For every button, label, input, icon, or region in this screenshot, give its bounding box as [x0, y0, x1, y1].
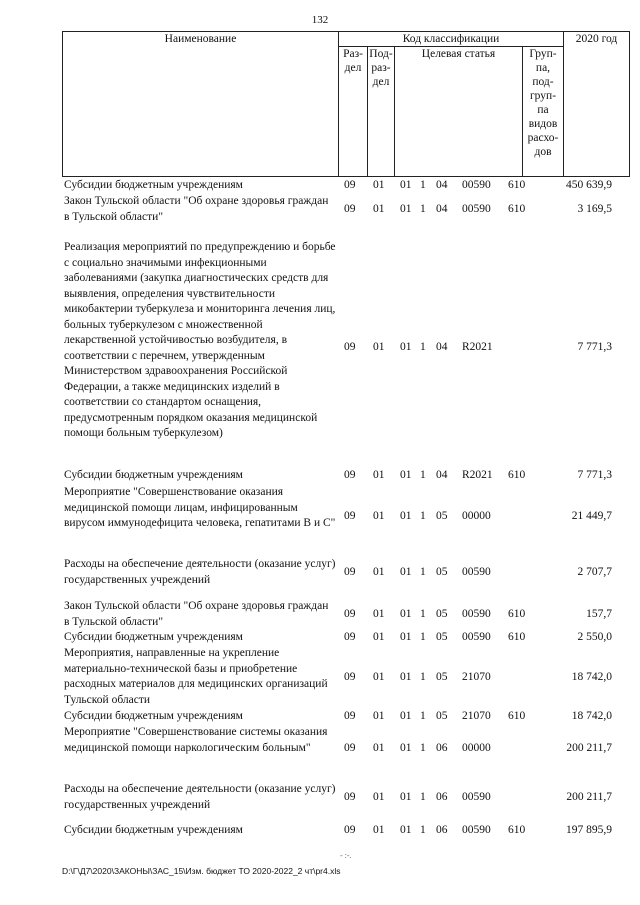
row-podrazdel: 01: [373, 341, 385, 353]
row-name: Мероприятие "Совершенствование системы оказания медицинской помощи наркологическим больным": [64, 726, 328, 754]
header-year: 2020 год: [564, 32, 630, 177]
row-name: Субсидии бюджетным учреждениям: [64, 631, 243, 643]
row-code3: 06: [436, 824, 448, 836]
row-name: Субсидии бюджетным учреждениям: [64, 824, 243, 836]
row-podrazdel: 01: [373, 179, 385, 191]
row-code2: 1: [420, 631, 426, 643]
row-code2: 1: [420, 710, 426, 722]
row-name: Субсидии бюджетным учреждениям: [64, 710, 243, 722]
row-amount: 2 707,7: [577, 566, 612, 578]
row-code4: 00000: [462, 510, 491, 522]
header-target: Целевая статья: [395, 47, 523, 177]
header-group: Груп- па, под- груп- па видов расхо- дов: [523, 47, 564, 177]
row-code1: 01: [400, 742, 412, 754]
row-code1: 01: [400, 510, 412, 522]
row-razdel: 09: [344, 742, 356, 754]
row-podrazdel: 01: [373, 710, 385, 722]
row-code1: 01: [400, 671, 412, 683]
row-vr: 610: [508, 179, 526, 191]
row-code3: 06: [436, 791, 448, 803]
row-code4: 00590: [462, 203, 491, 215]
row-code2: 1: [420, 469, 426, 481]
row-code4: 21070: [462, 710, 491, 722]
row-name: Закон Тульской области "Об охране здоровья граждан в Тульской области": [64, 600, 329, 628]
row-vr: 610: [508, 631, 526, 643]
page-number: 132: [311, 14, 329, 26]
row-code4: 00590: [462, 608, 491, 620]
row-code2: 1: [420, 510, 426, 522]
row-code3: 05: [436, 710, 448, 722]
row-amount: 2 550,0: [577, 631, 612, 643]
header-name: Наименование: [63, 32, 339, 177]
row-code1: 01: [400, 791, 412, 803]
row-code2: 1: [420, 824, 426, 836]
row-podrazdel: 01: [373, 671, 385, 683]
row-podrazdel: 01: [373, 510, 385, 522]
row-name: Мероприятие "Совершенствование оказания медицинской помощи лицам, инфицированным вирусом иммунодефицита человека, гепатитами В и С": [64, 486, 336, 529]
row-code1: 01: [400, 631, 412, 643]
row-razdel: 09: [344, 179, 356, 191]
row-code4: 00590: [462, 791, 491, 803]
row-name: Реализация мероприятий по предупреждению и борьбе с социально значимыми инфекционными заболеваниями (закупка диагностических средств для выявления, определения чувствительности микобактерии туберкулеза и мониторинга лечения лиц, больных туберкулезом с множественной лекарственной устойчивостью возбудителя, в соответствии с перечнем, утвержденным Министерством здравоохранения Российской Федерации, а также медицинских изделий в соответствии со стандартом оснащения, предусмотренным порядком оказания медицинской помощи больным туберкулезом): [64, 241, 336, 439]
row-podrazdel: 01: [373, 824, 385, 836]
row-code3: 04: [436, 203, 448, 215]
row-code2: 1: [420, 742, 426, 754]
row-code4: 00590: [462, 566, 491, 578]
row-code1: 01: [400, 710, 412, 722]
row-amount: 157,7: [586, 608, 612, 620]
row-amount: 3 169,5: [577, 203, 612, 215]
row-name: Мероприятия, направленные на укрепление материально-технической базы и приобретение расходных материалов для медицинских организаций Тульской области: [64, 647, 328, 706]
row-code1: 01: [400, 608, 412, 620]
row-podrazdel: 01: [373, 203, 385, 215]
row-razdel: 09: [344, 608, 356, 620]
scan-mark: - :-.: [340, 851, 352, 860]
row-code4: 00590: [462, 631, 491, 643]
row-name: Закон Тульской области "Об охране здоровья граждан в Тульской области": [64, 195, 329, 223]
row-podrazdel: 01: [373, 631, 385, 643]
row-code3: 04: [436, 179, 448, 191]
row-amount: 197 895,9: [566, 824, 612, 836]
footer-file-path: D:\Г\Д7\2020\ЗАКОНЫ\ЗАС_15\Изм. бюджет ТО 2020-2022_2 чт\pr4.xls: [62, 866, 341, 876]
row-vr: 610: [508, 469, 526, 481]
row-code1: 01: [400, 179, 412, 191]
row-razdel: 09: [344, 671, 356, 683]
row-code2: 1: [420, 671, 426, 683]
row-code4: R2021: [462, 341, 493, 353]
row-name: Расходы на обеспечение деятельности (оказание услуг) государственных учреждений: [64, 558, 336, 586]
row-code3: 05: [436, 566, 448, 578]
row-amount: 21 449,7: [571, 510, 612, 522]
row-razdel: 09: [344, 566, 356, 578]
row-code4: R2021: [462, 469, 493, 481]
row-code2: 1: [420, 566, 426, 578]
row-code3: 04: [436, 469, 448, 481]
header-razdel: Раз- дел: [339, 47, 368, 177]
row-code2: 1: [420, 608, 426, 620]
row-code1: 01: [400, 203, 412, 215]
row-name: Субсидии бюджетным учреждениям: [64, 469, 243, 481]
row-code1: 01: [400, 566, 412, 578]
row-podrazdel: 01: [373, 566, 385, 578]
row-razdel: 09: [344, 791, 356, 803]
row-razdel: 09: [344, 824, 356, 836]
row-podrazdel: 01: [373, 608, 385, 620]
row-razdel: 09: [344, 203, 356, 215]
row-amount: 7 771,3: [577, 341, 612, 353]
row-amount: 200 211,7: [566, 791, 612, 803]
row-name: Субсидии бюджетным учреждениям: [64, 179, 243, 191]
row-code4: 21070: [462, 671, 491, 683]
row-amount: 18 742,0: [571, 671, 612, 683]
row-code1: 01: [400, 469, 412, 481]
row-amount: 450 639,9: [566, 179, 612, 191]
row-code3: 05: [436, 631, 448, 643]
row-code2: 1: [420, 341, 426, 353]
row-code3: 05: [436, 608, 448, 620]
row-code1: 01: [400, 341, 412, 353]
row-code3: 06: [436, 742, 448, 754]
row-razdel: 09: [344, 710, 356, 722]
row-code2: 1: [420, 791, 426, 803]
budget-rows: [62, 0, 612, 905]
row-code4: 00590: [462, 179, 491, 191]
row-name: Расходы на обеспечение деятельности (оказание услуг) государственных учреждений: [64, 783, 336, 811]
row-code4: 00590: [462, 824, 491, 836]
row-code3: 05: [436, 510, 448, 522]
row-vr: 610: [508, 203, 526, 215]
row-code2: 1: [420, 203, 426, 215]
row-podrazdel: 01: [373, 791, 385, 803]
header-classification: Код классификации: [339, 32, 564, 47]
row-code4: 00000: [462, 742, 491, 754]
row-amount: 7 771,3: [577, 469, 612, 481]
row-podrazdel: 01: [373, 742, 385, 754]
header-podrazdel: Под- раз- дел: [368, 47, 395, 177]
row-vr: 610: [508, 824, 526, 836]
row-code2: 1: [420, 179, 426, 191]
row-vr: 610: [508, 608, 526, 620]
row-code1: 01: [400, 824, 412, 836]
row-amount: 18 742,0: [571, 710, 612, 722]
row-razdel: 09: [344, 469, 356, 481]
row-vr: 610: [508, 710, 526, 722]
row-podrazdel: 01: [373, 469, 385, 481]
row-razdel: 09: [344, 341, 356, 353]
row-amount: 200 211,7: [566, 742, 612, 754]
row-razdel: 09: [344, 510, 356, 522]
row-razdel: 09: [344, 631, 356, 643]
row-code3: 05: [436, 671, 448, 683]
row-code3: 04: [436, 341, 448, 353]
